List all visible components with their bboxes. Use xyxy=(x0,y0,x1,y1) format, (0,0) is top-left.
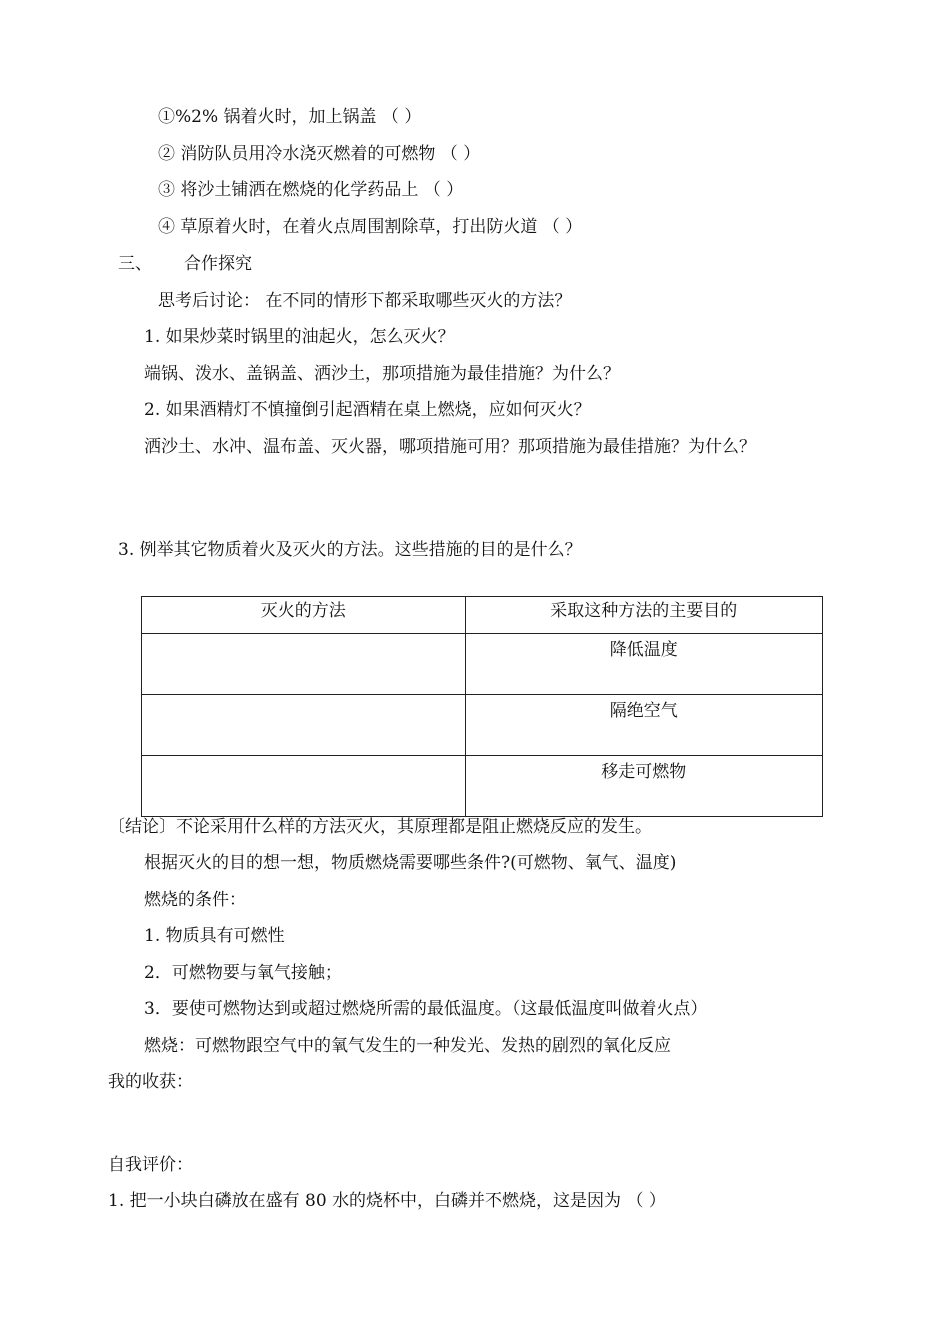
section-number: 三、 xyxy=(118,254,152,274)
discussion-q3: 3. 例举其它物质着火及灭火的方法。这些措施的目的是什么？ xyxy=(118,540,582,560)
question-4: ④ 草原着火时，在着火点周围割除草，打出防火道 （ ） xyxy=(158,217,583,237)
condition-item: 2．可燃物要与氧气接触； xyxy=(144,963,342,983)
section-title: 合作探究 xyxy=(184,254,252,274)
table-header-row xyxy=(142,597,823,634)
table-cell-purpose: 隔绝空气 xyxy=(465,695,822,756)
self-eval-q1: 1. 把一小块白磷放在盛有 80 水的烧杯中，白磷并不燃烧，这是因为 （ ） xyxy=(108,1191,666,1211)
table-header-method: 灭火的方法 xyxy=(142,597,466,634)
extinguish-methods-table xyxy=(141,596,823,817)
condition-item: 1. 物质具有可燃性 xyxy=(144,926,285,946)
question-3: ③ 将沙土铺洒在燃烧的化学药品上 （ ） xyxy=(158,180,464,200)
conditions-label: 燃烧的条件： xyxy=(144,890,246,910)
condition-item: 3．要使可燃物达到或超过燃烧所需的最低温度。（这最低温度叫做着火点） xyxy=(144,999,708,1019)
table-cell-method xyxy=(142,695,466,756)
self-eval-label: 自我评价： xyxy=(108,1155,193,1175)
discussion-q1: 1. 如果炒菜时锅里的油起火，怎么灭火？ xyxy=(144,327,455,347)
question-1: ①%2% 锅着火时，加上锅盖 （ ） xyxy=(158,107,422,127)
table-cell-method xyxy=(142,634,466,695)
table-cell-method xyxy=(142,756,466,817)
table-cell-purpose: 移走可燃物 xyxy=(465,756,822,817)
table-row xyxy=(142,634,823,695)
conclusion-think: 根据灭火的目的想一想，物质燃烧需要哪些条件?(可燃物、氧气、温度) xyxy=(144,853,677,873)
combustion-definition: 燃烧：可燃物跟空气中的氧气发生的一种发光、发热的剧烈的氧化反应 xyxy=(144,1036,671,1056)
discussion-prompt: 思考后讨论： 在不同的情形下都采取哪些灭火的方法？ xyxy=(158,291,572,311)
table-row xyxy=(142,695,823,756)
table-header-purpose: 采取这种方法的主要目的 xyxy=(465,597,822,634)
table-cell-purpose: 降低温度 xyxy=(465,634,822,695)
harvest-label: 我的收获： xyxy=(108,1072,193,1092)
discussion-q2: 2. 如果酒精灯不慎撞倒引起酒精在桌上燃烧，应如何灭火？ xyxy=(144,400,591,420)
discussion-q2-options: 洒沙土、水冲、温布盖、灭火器，哪项措施可用？那项措施为最佳措施？为什么？ xyxy=(144,437,756,457)
table-row xyxy=(142,756,823,817)
question-2: ② 消防队员用冷水浇灭燃着的可燃物 （ ） xyxy=(158,144,481,164)
conclusion-text: 〔结论〕不论采用什么样的方法灭火，其原理都是阻止燃烧反应的发生。 xyxy=(108,817,652,837)
discussion-q1-options: 端锅、泼水、盖锅盖、洒沙土，那项措施为最佳措施？为什么？ xyxy=(144,364,620,384)
